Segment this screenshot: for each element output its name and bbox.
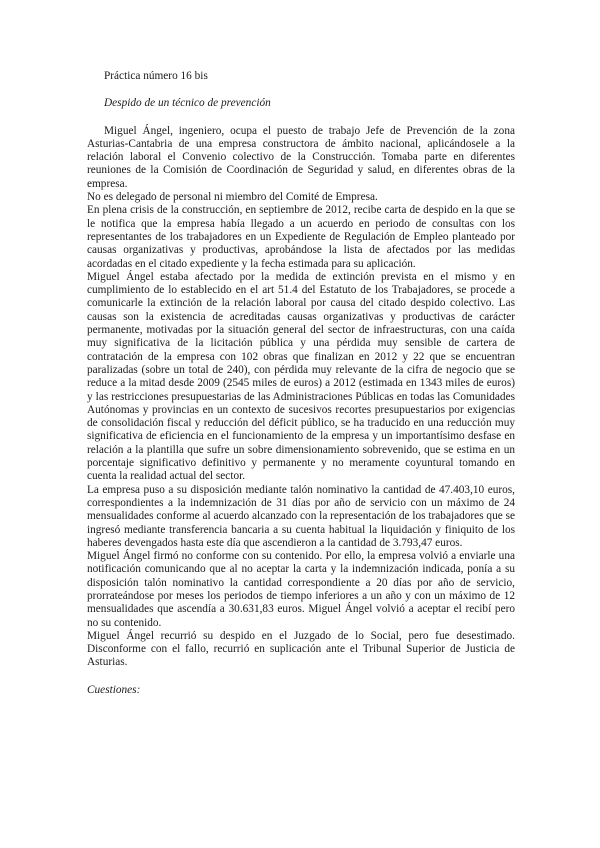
paragraph-second-notification: Miguel Ángel firmó no conforme con su contenido. Por ello, la empresa volvió a enviarle una notificación comunicando que al no aceptar la carta y la indemnización indicada, ponía a su disposición talón nominativo la cantidad correspondiente a 20 días por año de servicio, prorrateándose por meses los periodos de tiempo inferiores a un año y con un máximo de 12 mensualidades que ascendía a 30.631,83 euros. Miguel Ángel volvió a aceptar el recibí pero no su contenido. <box>87 550 515 629</box>
paragraph-not-delegate: No es delegado de personal ni miembro del Comité de Empresa. <box>87 191 378 204</box>
document-subtitle: Despido de un técnico de prevención <box>104 97 271 110</box>
document-page <box>87 70 515 697</box>
document-title: Práctica número 16 bis <box>104 70 208 82</box>
paragraph-compensation: La empresa puso a su disposición mediante talón nominativo la cantidad de 47.403,10 euros, correspondientes a la indemnización de 31 días por año de servicio con un máximo de 24 mensualidades conforme al acuerdo alcanzado con la representación de los trabajadores que se ingresó mediante transferencia bancaria a su cuenta habitual la liquidación y finiquito de los haberes devengados hasta este día que ascendieron a la cantidad de 3.793,47 euros. <box>87 483 515 549</box>
questions-heading: Cuestiones: <box>87 683 141 696</box>
paragraph-dismissal-letter: En plena crisis de la construcción, en septiembre de 2012, recibe carta de despido en la que se le notifica que la empresa había llegado a un acuerdo en periodo de consultas con los representantes de los trabajadores en un Expediente de Regulación de Empleo planteado por causas organizativas y productivas, aprobándose la lista de afectados por las medidas acordadas en el citado expediente y la fecha estimada para su aplicación. <box>87 204 515 270</box>
paragraph-intro: Miguel Ángel, ingeniero, ocupa el puesto de trabajo Jefe de Prevención de la zona Asturias-Cantabria de una empresa constructora de ámbito nacional, aplicándosele a la relación laboral el Convenio colectivo de la Construcción. Tomaba parte en diferentes reuniones de la Comisión de Coordinación de Seguridad y salud, en diferentes obras de la empresa. <box>87 124 515 190</box>
paragraph-causes: Miguel Ángel estaba afectado por la medida de extinción prevista en el mismo y en cumplimiento de lo establecido en el art 51.4 del Estatuto de los Trabajadores, se procede a comunicarle la extinción de la relación laboral por causa del citado despido colectivo. Las causas son la existencia de acreditadas causas organizativas y productivas de carácter permanente, motivadas por la situación general del sector de infraestructuras, con una caída muy significativa de la licitación pública y una pérdida muy sensible de cartera de contratación de la empresa con 102 obras que finalizan en 2012 y 22 que se encuentran paralizadas (sobre un total de 240), con pérdida muy relevante de la cifra de negocio que se reduce a la mitad desde 2009 (2545 miles de euros) a 2012 (estimada en 1343 miles de euros) y las restricciones presupuestarias de las Administraciones Públicas en todas las Comunidades Autónomas y provincias en un contexto de sucesivos recortes presupuestarios por exigencias de consolidación fiscal y reducción del déficit público, se ha traducido en una reducción muy significativa de eficiencia en el funcionamiento de la empresa y un importantísimo desfase en relación a la plantilla que sufre un sobre dimensionamiento sobrevenido, que se estima en un porcentaje significativo definitivo y permanente y no meramente coyuntural tomando en cuenta la realidad actual del sector. <box>87 270 515 483</box>
paragraph-appeal: Miguel Ángel recurrió su despido en el Juzgado de lo Social, pero fue desestimado. Disconforme con el fallo, recurrió en suplicación ante el Tribunal Superior de Justicia de Asturias. <box>87 629 515 669</box>
